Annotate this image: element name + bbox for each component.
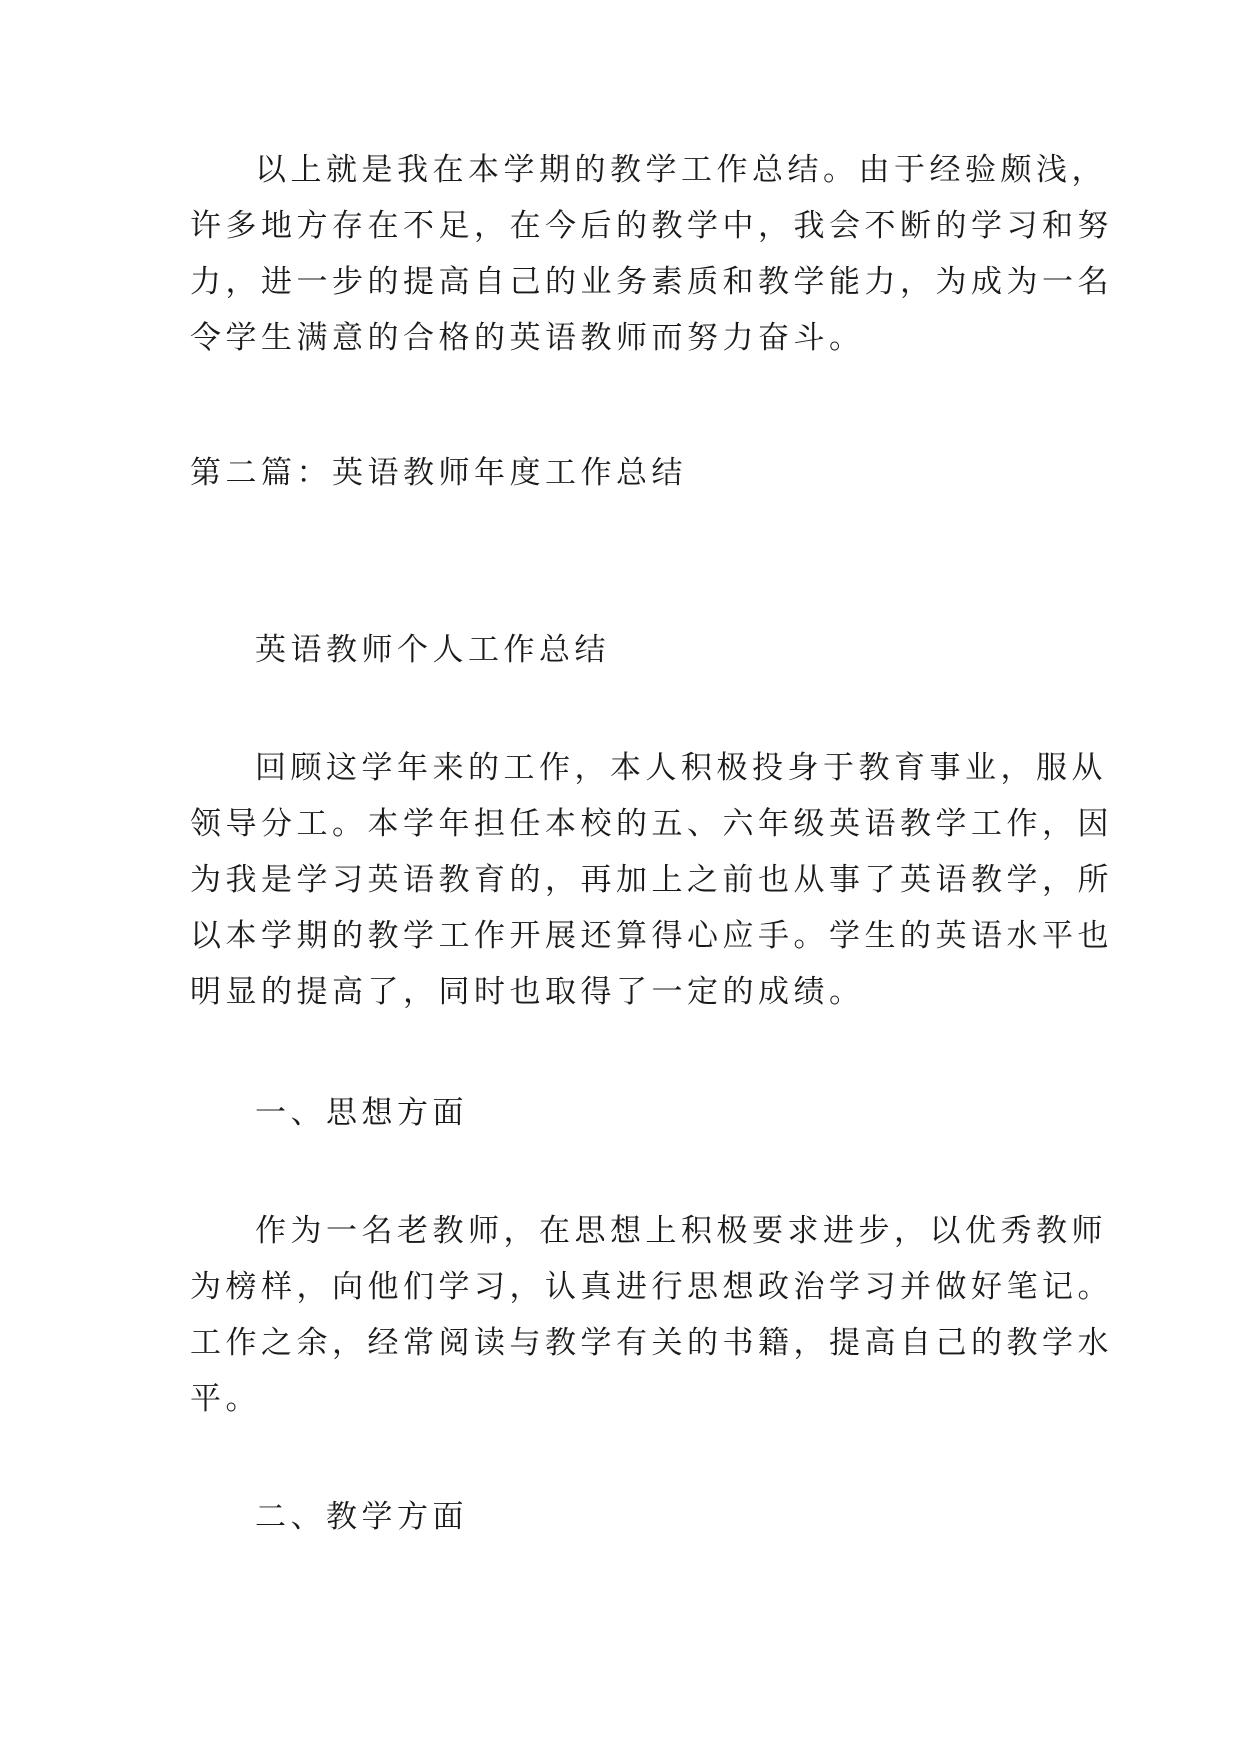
heading-thought: 一、思想方面: [255, 1095, 468, 1131]
paragraph-line: 平。: [190, 1381, 261, 1417]
heading-teaching: 二、教学方面: [255, 1499, 468, 1535]
paragraph-line: 以本学期的教学工作开展还算得心应手。学生的英语水平也: [190, 918, 1113, 954]
paragraph-line: 作为一名老教师，在思想上积极要求进步，以优秀教师: [255, 1213, 1107, 1249]
paragraph-line: 工作之余，经常阅读与教学有关的书籍，提高自己的教学水: [190, 1325, 1113, 1361]
document-title: 英语教师个人工作总结: [255, 632, 610, 668]
section-title: 第二篇：英语教师年度工作总结: [190, 455, 687, 491]
paragraph-line: 力，进一步的提高自己的业务素质和教学能力，为成为一名: [190, 264, 1113, 300]
paragraph-line: 令学生满意的合格的英语教师而努力奋斗。: [190, 320, 865, 356]
paragraph-line: 明显的提高了，同时也取得了一定的成绩。: [190, 974, 865, 1010]
paragraph-line: 为我是学习英语教育的，再加上之前也从事了英语教学，所: [190, 862, 1113, 898]
paragraph-line: 许多地方存在不足，在今后的教学中，我会不断的学习和努: [190, 208, 1113, 244]
paragraph-line: 回顾这学年来的工作，本人积极投身于教育事业，服从: [255, 750, 1107, 786]
paragraph-line: 领导分工。本学年担任本校的五、六年级英语教学工作，因: [190, 806, 1113, 842]
paragraph-line: 以上就是我在本学期的教学工作总结。由于经验颇浅，: [255, 152, 1107, 188]
paragraph-line: 为榜样，向他们学习，认真进行思想政治学习并做好笔记。: [190, 1269, 1113, 1305]
